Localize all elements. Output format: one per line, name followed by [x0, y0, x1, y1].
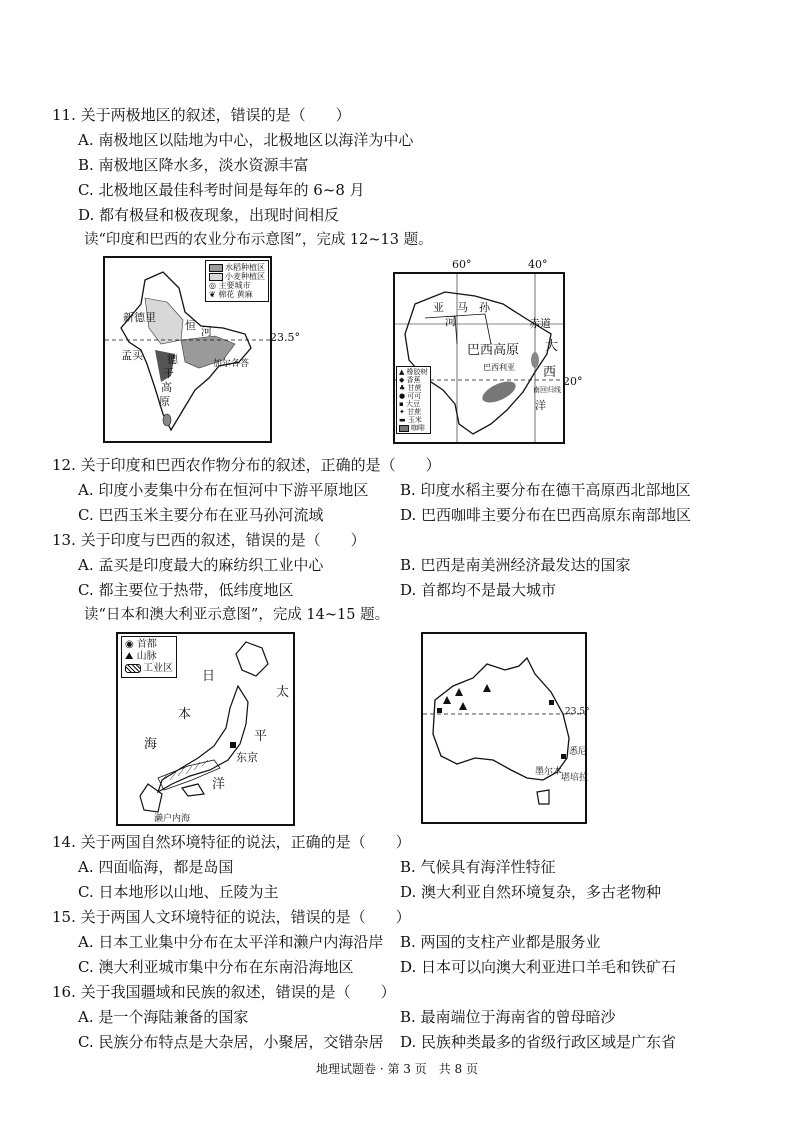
q15-option-c: C. 澳大利亚城市集中分布在东南沿海地区: [78, 958, 354, 976]
label-atlantic-2: 西: [543, 365, 557, 380]
label-canberra: 堪培拉: [561, 773, 589, 783]
q16-option-c: C. 民族分布特点是大杂居，小聚居，交错杂居: [78, 1033, 384, 1051]
label-brasilia: 巴西利亚: [483, 363, 515, 372]
q11-option-c: C. 北极地区最佳科考时间是每年的 6~8 月: [78, 181, 365, 199]
label-ganges-2: 河: [201, 325, 212, 338]
q11-option-d: D. 都有极昼和极夜现象，出现时间相反: [78, 206, 340, 224]
q16-option-a: A. 是一个海陆兼备的国家: [78, 1008, 249, 1026]
brazil-deg-40: 40°: [528, 258, 548, 271]
q12-option-d: D. 巴西咖啡主要分布在巴西高原东南部地区: [400, 506, 692, 524]
q14-stem: 14. 关于两国自然环境特征的说法，正确的是（ ）: [52, 833, 411, 851]
label-sea-of-japan-1: 日: [202, 669, 216, 684]
city-dot-icon: ◎: [209, 281, 216, 290]
label-pacific-1: 太: [276, 685, 290, 700]
q15-stem: 15. 关于两国人文环境特征的说法，错误的是（ ）: [52, 908, 411, 926]
q13-option-b: B. 巴西是南美洲经济最发达的国家: [400, 556, 631, 574]
india-map-legend: 水稻种植区 小麦种植区 ◎ 主要城市 ❦ 棉花 黄麻: [205, 260, 269, 302]
brazil-deg-60: 60°: [452, 258, 472, 271]
page-footer: 地理试题卷 · 第 3 页 共 8 页: [316, 1062, 478, 1076]
japan-map: [116, 632, 295, 826]
label-sea-of-japan-3: 海: [144, 737, 158, 752]
label-mumbai: 孟买: [121, 349, 143, 362]
australia-lat-label: 23.5°: [565, 707, 590, 717]
label-new-delhi: 新德里: [123, 311, 156, 324]
label-amazon-2: 马: [457, 301, 468, 314]
australia-outline: [423, 634, 588, 822]
q13-stem: 13. 关于印度与巴西的叙述，错误的是（ ）: [52, 531, 366, 549]
label-pacific-3: 洋: [212, 777, 226, 792]
corn-icon: ▬: [399, 416, 406, 424]
banana-icon: ◆: [399, 376, 405, 384]
q14-option-a: A. 四面临海，都是岛国: [78, 858, 234, 876]
q16-option-d: D. 民族种类最多的省级行政区域是广东省: [400, 1033, 677, 1051]
label-amazon-3: 孙: [479, 301, 490, 314]
label-atlantic-3: 洋: [535, 399, 546, 412]
label-tokyo: 东京: [236, 751, 258, 764]
label-deccan-1: 德: [167, 353, 178, 366]
q11-option-b: B. 南极地区降水多，淡水资源丰富: [78, 156, 309, 174]
sugarcane-icon: ♣: [399, 384, 406, 392]
sugarcane-2-icon: ✦: [399, 408, 405, 416]
rubber-icon: ▲: [399, 368, 405, 376]
capital-icon: ◉: [125, 639, 134, 650]
q11-stem: 11. 关于两极地区的叙述，错误的是（ ）: [52, 106, 351, 124]
q14-option-d: D. 澳大利亚自然环境复杂，多古老物种: [400, 883, 662, 901]
india-map-lat-label: 23.5°: [270, 331, 300, 344]
label-sea-of-japan-2: 本: [178, 707, 192, 722]
label-brazil-plateau: 巴西高原: [467, 343, 520, 358]
q16-stem: 16. 关于我国疆域和民族的叙述，错误的是（ ）: [52, 983, 396, 1001]
brazil-agriculture-map: [393, 272, 565, 444]
q13-option-a: A. 孟买是印度最大的麻纺织工业中心: [78, 556, 324, 574]
q12-stem: 12. 关于印度和巴西农作物分布的叙述，正确的是（ ）: [52, 456, 441, 474]
q15-option-a: A. 日本工业集中分布在太平洋和濑户内海沿岸: [78, 933, 384, 951]
label-pacific-2: 平: [254, 729, 268, 744]
label-melbourne: 墨尔本: [535, 767, 563, 777]
q15-option-d: D. 日本可以向澳大利亚进口羊毛和铁矿石: [400, 958, 677, 976]
q12-option-c: C. 巴西玉米主要分布在亚马孙河流域: [78, 506, 324, 524]
brazil-lat-20: 20°: [563, 375, 583, 388]
label-deccan-4: 原: [159, 395, 170, 408]
mountain-icon: ⛰: [125, 651, 134, 662]
japan-map-legend: ◉ 首都 ⛰ 山脉 工业区: [121, 636, 177, 678]
q13-option-d: D. 首都均不是最大城市: [400, 581, 557, 599]
brazil-map-legend: ▲ 橡胶树 ◆ 香蕉 ♣ 甘蔗 ● 可可 ▪ 大豆 ✦ 甘蔗 ▬ 玉米 咖啡: [396, 366, 431, 434]
label-ganges-1: 恒: [185, 319, 196, 332]
q14-option-c: C. 日本地形以山地、丘陵为主: [78, 883, 279, 901]
india-agriculture-map: [103, 256, 272, 443]
q12-option-b: B. 印度水稻主要分布在德干高原西北部地区: [400, 481, 691, 499]
q13-option-c: C. 都主要位于热带，低纬度地区: [78, 581, 294, 599]
label-deccan-2: 干: [163, 367, 174, 380]
q16-option-b: B. 最南端位于海南省的曾母暗沙: [400, 1008, 616, 1026]
instruction-12-13: 读“印度和巴西的农业分布示意图”，完成 12~13 题。: [84, 232, 433, 248]
label-tropic: 南回归线: [533, 386, 561, 394]
label-amazon-1: 亚: [433, 301, 444, 314]
cotton-jute-icon: ❦: [209, 290, 216, 299]
soybean-icon: ▪: [399, 400, 404, 408]
label-atlantic-1: 大: [545, 339, 559, 354]
brazil-equator-label: 赤道: [529, 317, 551, 330]
q12-option-a: A. 印度小麦集中分布在恒河中下游平原地区: [78, 481, 369, 499]
q15-option-b: B. 两国的支柱产业都是服务业: [400, 933, 601, 951]
label-seto-inland-sea: 濑户内海: [154, 814, 191, 824]
q14-option-b: B. 气候具有海洋性特征: [400, 858, 556, 876]
label-amazon-4: 河: [445, 315, 456, 328]
australia-map: [421, 632, 590, 824]
cocoa-icon: ●: [399, 392, 406, 400]
label-sydney: 悉尼: [569, 747, 588, 757]
instruction-14-15: 读“日本和澳大利亚示意图”，完成 14~15 题。: [84, 607, 390, 623]
q11-option-a: A. 南极地区以陆地为中心，北极地区以海洋为中心: [78, 131, 414, 149]
label-kolkata: 加尔各答: [213, 359, 250, 369]
label-deccan-3: 高: [161, 381, 172, 394]
